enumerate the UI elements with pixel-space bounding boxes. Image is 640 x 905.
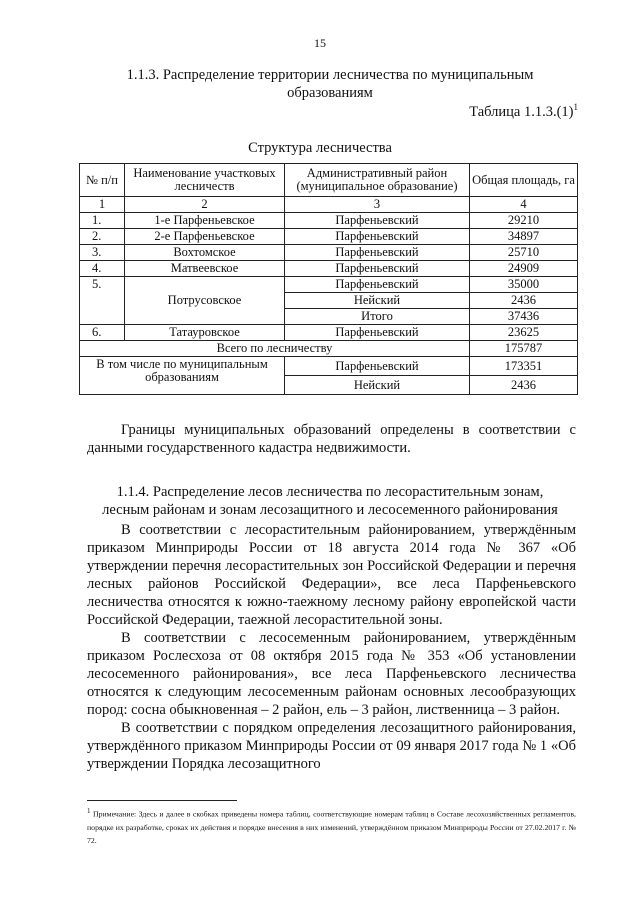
row-area: 23625 [470, 325, 578, 341]
table-header-row [80, 164, 578, 197]
row-district: Парфеньевский [285, 245, 470, 261]
table-row [80, 357, 578, 376]
row-area: 2436 [470, 376, 578, 395]
index-cell: 2 [125, 197, 285, 213]
subsection-title-line-1: 1.1.4. Распределение лесов лесничества по лесорастительным зонам, [116, 484, 544, 500]
row-name: Татауровское [125, 325, 285, 341]
row-district: Итого [285, 309, 470, 325]
footnote-text: Примечание: Здесь и далее в скобках приведены номера таблиц, соответствующие номерам таблиц в Составе лесохозяйственных регламентов, порядке их разработке, сроках их действия и порядке внесения в них изменений, утверждённом приказом Минприроды России от 27.02.2017 г. № 72. [87, 809, 577, 845]
table-total-row [80, 341, 578, 357]
row-num: 6. [80, 325, 125, 341]
table-row [80, 213, 578, 229]
row-num: 3. [80, 245, 125, 261]
footnote [87, 805, 576, 847]
footnote-mark: 1 [87, 807, 91, 815]
index-cell: 3 [285, 197, 470, 213]
row-district: Парфеньевский [285, 325, 470, 341]
section-title-line-1: 1.1.3. Распределение территории лесничества по муниципальным [126, 67, 534, 83]
row-name: 2-е Парфеньевское [125, 229, 285, 245]
table-row [80, 229, 578, 245]
footnote-reference: 1 [573, 102, 578, 112]
total-area: 175787 [470, 341, 578, 357]
table-number [469, 102, 578, 121]
footnote-divider [87, 800, 237, 801]
row-area: 2436 [470, 293, 578, 309]
header-district: Административный район (муниципальное образование) [285, 164, 470, 197]
page-number: 15 [314, 36, 326, 50]
row-area: 24909 [470, 261, 578, 277]
row-name: Вохтомское [125, 245, 285, 261]
row-district: Нейский [285, 293, 470, 309]
table-row [80, 245, 578, 261]
table-index-row [80, 197, 578, 213]
subsection-title [60, 483, 600, 519]
header-name: Наименование участковых лесничеств [125, 164, 285, 197]
row-num: 4. [80, 261, 125, 277]
body-text [87, 521, 576, 773]
row-num: 5. [80, 277, 125, 325]
body-paragraph: В соответствии с порядком определения лесозащитного районирования, утверждённого приказом Минприроды России от 09 января 2017 года № 1 «Об утверждении Порядка лесозащитного [87, 720, 576, 772]
index-cell: 1 [80, 197, 125, 213]
row-area: 25710 [470, 245, 578, 261]
index-cell: 4 [470, 197, 578, 213]
section-title-line-2: образованиям [287, 85, 373, 101]
row-num: 1. [80, 213, 125, 229]
row-name: Матвеевское [125, 261, 285, 277]
table-row [80, 261, 578, 277]
row-area: 29210 [470, 213, 578, 229]
row-district: Парфеньевский [285, 213, 470, 229]
row-num: 2. [80, 229, 125, 245]
row-district: Парфеньевский [285, 277, 470, 293]
row-district: Парфеньевский [285, 261, 470, 277]
table-row [80, 277, 578, 293]
header-area: Общая площадь, га [470, 164, 578, 197]
paragraph-borders: Границы муниципальных образований определены в соответствии с данными государственного кадастра недвижимости. [87, 422, 576, 456]
row-district: Нейский [285, 376, 470, 395]
table-row [80, 325, 578, 341]
subsection-title-line-2: лесным районам и зонам лесозащитного и лесосеменного районирования [102, 502, 558, 518]
row-name: 1-е Парфеньевское [125, 213, 285, 229]
row-area: 173351 [470, 357, 578, 376]
header-num: № п/п [80, 164, 125, 197]
row-area: 34897 [470, 229, 578, 245]
table-caption: Структура лесничества [248, 140, 392, 156]
total-label: Всего по лесничеству [80, 341, 470, 357]
row-district: Парфеньевский [285, 357, 470, 376]
row-district: Парфеньевский [285, 229, 470, 245]
section-title [60, 66, 600, 102]
forestry-structure-table [79, 163, 578, 395]
municipal-label: В том числе по муниципальным образованиям [80, 357, 285, 395]
row-name: Потрусовское [125, 277, 285, 325]
row-area: 37436 [470, 309, 578, 325]
body-paragraph: В соответствии с лесорастительным районированием, утверждённым приказом Минприроды России от 18 августа 2014 года № 367 «Об утверждении перечня лесорастительных зон Российской Федерации и перечня лесных районов Российской Федерации», все леса Парфеньевского лесничества относятся к южно-таежному лесному району европейской части Российской Федерации, таежной лесорастительной зоны. [87, 522, 576, 628]
row-area: 35000 [470, 277, 578, 293]
table-number-text: Таблица 1.1.3.(1) [469, 103, 574, 120]
body-paragraph: В соответствии с лесосеменным районированием, утверждённым приказом Рослесхоза от 08 октября 2015 года № 353 «Об установлении лесосеменного районирования», все леса Парфеньевского лесничества относятся к следующим лесосеменным районам основных лесообразующих пород: сосна обыкновенная – 2 район, ель – 3 район, лиственница – 3 район. [87, 630, 576, 718]
